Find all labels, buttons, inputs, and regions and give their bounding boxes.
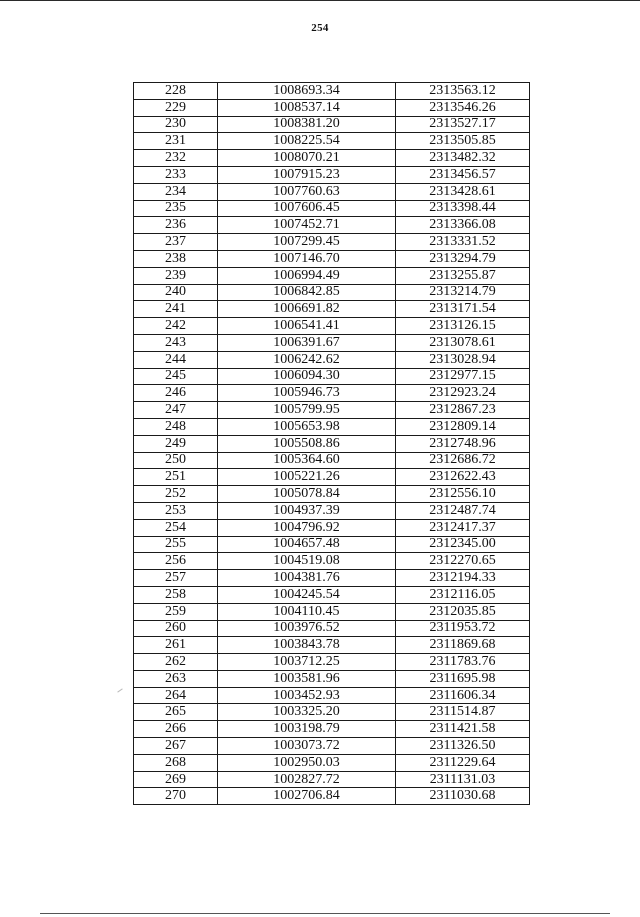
y-coordinate-cell: 2313398.44 xyxy=(396,200,530,217)
point-number-cell: 270 xyxy=(134,788,218,805)
x-coordinate-cell: 1004796.92 xyxy=(218,519,396,536)
point-number-cell: 234 xyxy=(134,183,218,200)
table-row xyxy=(134,536,530,553)
point-number-cell: 257 xyxy=(134,570,218,587)
point-number-cell: 245 xyxy=(134,368,218,385)
x-coordinate-cell: 1004937.39 xyxy=(218,502,396,519)
x-coordinate-cell: 1002950.03 xyxy=(218,754,396,771)
x-coordinate-cell: 1007760.63 xyxy=(218,183,396,200)
x-coordinate-cell: 1003976.52 xyxy=(218,620,396,637)
point-number-cell: 233 xyxy=(134,166,218,183)
x-coordinate-cell: 1005508.86 xyxy=(218,435,396,452)
point-number-cell: 229 xyxy=(134,99,218,116)
x-coordinate-cell: 1007915.23 xyxy=(218,166,396,183)
table-row xyxy=(134,150,530,167)
table-row xyxy=(134,334,530,351)
point-number-cell: 242 xyxy=(134,318,218,335)
coordinates-table xyxy=(133,82,530,805)
point-number-cell: 263 xyxy=(134,670,218,687)
table-row xyxy=(134,99,530,116)
y-coordinate-cell: 2313505.85 xyxy=(396,133,530,150)
y-coordinate-cell: 2311229.64 xyxy=(396,754,530,771)
y-coordinate-cell: 2312686.72 xyxy=(396,452,530,469)
x-coordinate-cell: 1005364.60 xyxy=(218,452,396,469)
x-coordinate-cell: 1003325.20 xyxy=(218,704,396,721)
x-coordinate-cell: 1003198.79 xyxy=(218,721,396,738)
y-coordinate-cell: 2313171.54 xyxy=(396,301,530,318)
table-row xyxy=(134,687,530,704)
table-row xyxy=(134,133,530,150)
point-number-cell: 255 xyxy=(134,536,218,553)
x-coordinate-cell: 1002827.72 xyxy=(218,771,396,788)
y-coordinate-cell: 2311695.98 xyxy=(396,670,530,687)
y-coordinate-cell: 2312748.96 xyxy=(396,435,530,452)
x-coordinate-cell: 1003073.72 xyxy=(218,738,396,755)
table-row xyxy=(134,217,530,234)
x-coordinate-cell: 1006242.62 xyxy=(218,351,396,368)
table-row xyxy=(134,183,530,200)
point-number-cell: 268 xyxy=(134,754,218,771)
table-row xyxy=(134,570,530,587)
y-coordinate-cell: 2313126.15 xyxy=(396,318,530,335)
point-number-cell: 230 xyxy=(134,116,218,133)
x-coordinate-cell: 1002706.84 xyxy=(218,788,396,805)
x-coordinate-cell: 1008381.20 xyxy=(218,116,396,133)
table-row xyxy=(134,351,530,368)
x-coordinate-cell: 1005221.26 xyxy=(218,469,396,486)
y-coordinate-cell: 2312923.24 xyxy=(396,385,530,402)
y-coordinate-cell: 2312270.65 xyxy=(396,553,530,570)
x-coordinate-cell: 1006094.30 xyxy=(218,368,396,385)
table-row xyxy=(134,670,530,687)
x-coordinate-cell: 1006541.41 xyxy=(218,318,396,335)
y-coordinate-cell: 2311783.76 xyxy=(396,654,530,671)
y-coordinate-cell: 2312809.14 xyxy=(396,418,530,435)
page-top-border xyxy=(0,0,640,1)
x-coordinate-cell: 1007452.71 xyxy=(218,217,396,234)
page-bottom-border xyxy=(40,913,610,914)
x-coordinate-cell: 1006842.85 xyxy=(218,284,396,301)
y-coordinate-cell: 2313482.32 xyxy=(396,150,530,167)
point-number-cell: 261 xyxy=(134,637,218,654)
y-coordinate-cell: 2311869.68 xyxy=(396,637,530,654)
x-coordinate-cell: 1005946.73 xyxy=(218,385,396,402)
x-coordinate-cell: 1004381.76 xyxy=(218,570,396,587)
x-coordinate-cell: 1004110.45 xyxy=(218,603,396,620)
x-coordinate-cell: 1006391.67 xyxy=(218,334,396,351)
y-coordinate-cell: 2312194.33 xyxy=(396,570,530,587)
table-row xyxy=(134,502,530,519)
point-number-cell: 269 xyxy=(134,771,218,788)
point-number-cell: 250 xyxy=(134,452,218,469)
y-coordinate-cell: 2313527.17 xyxy=(396,116,530,133)
scan-speck xyxy=(117,688,122,692)
table-row xyxy=(134,654,530,671)
point-number-cell: 228 xyxy=(134,83,218,100)
x-coordinate-cell: 1007606.45 xyxy=(218,200,396,217)
y-coordinate-cell: 2311953.72 xyxy=(396,620,530,637)
y-coordinate-cell: 2313214.79 xyxy=(396,284,530,301)
point-number-cell: 247 xyxy=(134,402,218,419)
point-number-cell: 231 xyxy=(134,133,218,150)
y-coordinate-cell: 2311606.34 xyxy=(396,687,530,704)
table-row xyxy=(134,620,530,637)
point-number-cell: 264 xyxy=(134,687,218,704)
table-row xyxy=(134,200,530,217)
y-coordinate-cell: 2312035.85 xyxy=(396,603,530,620)
y-coordinate-cell: 2312417.37 xyxy=(396,519,530,536)
table-row xyxy=(134,603,530,620)
point-number-cell: 239 xyxy=(134,267,218,284)
y-coordinate-cell: 2313563.12 xyxy=(396,83,530,100)
y-coordinate-cell: 2312867.23 xyxy=(396,402,530,419)
table-row xyxy=(134,267,530,284)
x-coordinate-cell: 1008225.54 xyxy=(218,133,396,150)
y-coordinate-cell: 2311326.50 xyxy=(396,738,530,755)
table-row xyxy=(134,234,530,251)
point-number-cell: 236 xyxy=(134,217,218,234)
x-coordinate-cell: 1003581.96 xyxy=(218,670,396,687)
y-coordinate-cell: 2312556.10 xyxy=(396,486,530,503)
x-coordinate-cell: 1003843.78 xyxy=(218,637,396,654)
point-number-cell: 262 xyxy=(134,654,218,671)
table-row xyxy=(134,771,530,788)
table-row xyxy=(134,788,530,805)
y-coordinate-cell: 2313366.08 xyxy=(396,217,530,234)
table-row xyxy=(134,385,530,402)
y-coordinate-cell: 2312116.05 xyxy=(396,586,530,603)
point-number-cell: 248 xyxy=(134,418,218,435)
x-coordinate-cell: 1007299.45 xyxy=(218,234,396,251)
table-row xyxy=(134,418,530,435)
x-coordinate-cell: 1003452.93 xyxy=(218,687,396,704)
table-row xyxy=(134,250,530,267)
table-row xyxy=(134,637,530,654)
coordinates-table-body xyxy=(134,83,530,805)
point-number-cell: 252 xyxy=(134,486,218,503)
point-number-cell: 267 xyxy=(134,738,218,755)
x-coordinate-cell: 1008070.21 xyxy=(218,150,396,167)
table-row xyxy=(134,469,530,486)
point-number-cell: 256 xyxy=(134,553,218,570)
point-number-cell: 235 xyxy=(134,200,218,217)
y-coordinate-cell: 2312977.15 xyxy=(396,368,530,385)
x-coordinate-cell: 1004519.08 xyxy=(218,553,396,570)
point-number-cell: 232 xyxy=(134,150,218,167)
x-coordinate-cell: 1006994.49 xyxy=(218,267,396,284)
x-coordinate-cell: 1008693.34 xyxy=(218,83,396,100)
table-row xyxy=(134,553,530,570)
point-number-cell: 238 xyxy=(134,250,218,267)
point-number-cell: 253 xyxy=(134,502,218,519)
point-number-cell: 249 xyxy=(134,435,218,452)
point-number-cell: 260 xyxy=(134,620,218,637)
point-number-cell: 240 xyxy=(134,284,218,301)
x-coordinate-cell: 1005078.84 xyxy=(218,486,396,503)
page-number: 254 xyxy=(311,22,329,34)
point-number-cell: 237 xyxy=(134,234,218,251)
y-coordinate-cell: 2313546.26 xyxy=(396,99,530,116)
table-row xyxy=(134,452,530,469)
table-row xyxy=(134,402,530,419)
x-coordinate-cell: 1004657.48 xyxy=(218,536,396,553)
point-number-cell: 265 xyxy=(134,704,218,721)
y-coordinate-cell: 2312487.74 xyxy=(396,502,530,519)
table-row xyxy=(134,166,530,183)
x-coordinate-cell: 1003712.25 xyxy=(218,654,396,671)
x-coordinate-cell: 1008537.14 xyxy=(218,99,396,116)
point-number-cell: 266 xyxy=(134,721,218,738)
y-coordinate-cell: 2311421.58 xyxy=(396,721,530,738)
table-row xyxy=(134,754,530,771)
table-row xyxy=(134,83,530,100)
x-coordinate-cell: 1007146.70 xyxy=(218,250,396,267)
table-row xyxy=(134,435,530,452)
y-coordinate-cell: 2313294.79 xyxy=(396,250,530,267)
y-coordinate-cell: 2313331.52 xyxy=(396,234,530,251)
x-coordinate-cell: 1006691.82 xyxy=(218,301,396,318)
y-coordinate-cell: 2313078.61 xyxy=(396,334,530,351)
table-row xyxy=(134,368,530,385)
table-row xyxy=(134,721,530,738)
y-coordinate-cell: 2312345.00 xyxy=(396,536,530,553)
table-row xyxy=(134,116,530,133)
point-number-cell: 259 xyxy=(134,603,218,620)
y-coordinate-cell: 2311030.68 xyxy=(396,788,530,805)
y-coordinate-cell: 2313255.87 xyxy=(396,267,530,284)
table-row xyxy=(134,738,530,755)
point-number-cell: 241 xyxy=(134,301,218,318)
table-row xyxy=(134,586,530,603)
y-coordinate-cell: 2311514.87 xyxy=(396,704,530,721)
table-row xyxy=(134,284,530,301)
table-row xyxy=(134,704,530,721)
point-number-cell: 251 xyxy=(134,469,218,486)
x-coordinate-cell: 1005799.95 xyxy=(218,402,396,419)
point-number-cell: 254 xyxy=(134,519,218,536)
table-row xyxy=(134,318,530,335)
table-row xyxy=(134,486,530,503)
table-row xyxy=(134,519,530,536)
point-number-cell: 258 xyxy=(134,586,218,603)
y-coordinate-cell: 2311131.03 xyxy=(396,771,530,788)
point-number-cell: 244 xyxy=(134,351,218,368)
table-row xyxy=(134,301,530,318)
point-number-cell: 246 xyxy=(134,385,218,402)
x-coordinate-cell: 1005653.98 xyxy=(218,418,396,435)
point-number-cell: 243 xyxy=(134,334,218,351)
y-coordinate-cell: 2313456.57 xyxy=(396,166,530,183)
y-coordinate-cell: 2312622.43 xyxy=(396,469,530,486)
y-coordinate-cell: 2313028.94 xyxy=(396,351,530,368)
y-coordinate-cell: 2313428.61 xyxy=(396,183,530,200)
x-coordinate-cell: 1004245.54 xyxy=(218,586,396,603)
